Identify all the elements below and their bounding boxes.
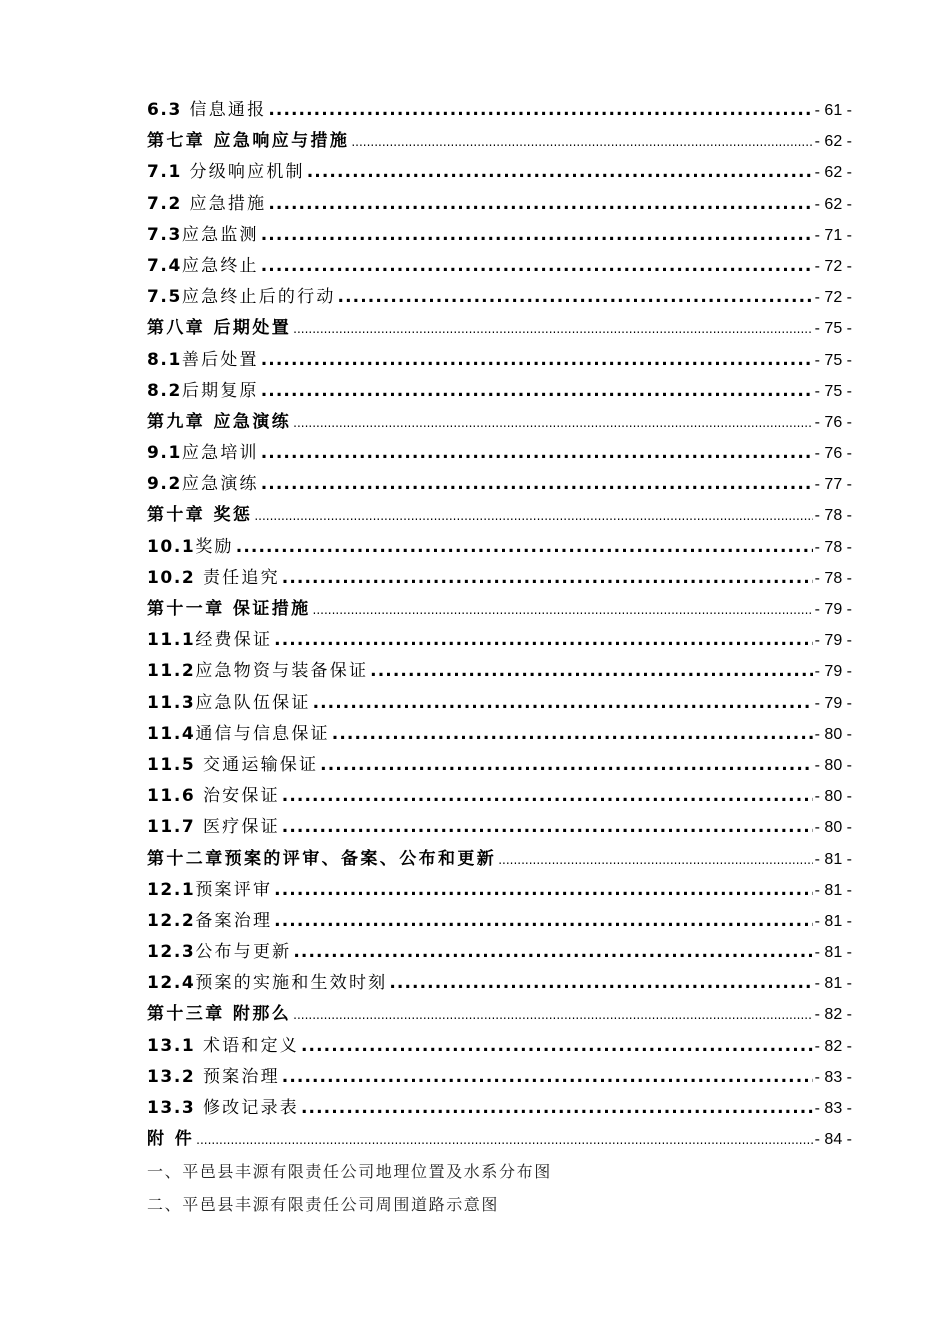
toc-section-entry[interactable] [147, 532, 852, 563]
toc-entry-text: 第十一章 保证措施 [147, 599, 311, 619]
dot-leader [268, 95, 812, 126]
toc-chapter-entry[interactable] [147, 1124, 852, 1155]
toc-entry-number: 8.1 [147, 349, 182, 370]
toc-page-number: - 62 - [814, 133, 852, 151]
toc-entry-text: 医疗保证 [195, 817, 280, 838]
toc-page-number: - 75 - [814, 320, 852, 338]
toc-section-entry[interactable] [147, 438, 852, 469]
dot-leader [351, 127, 812, 158]
toc-entry-title [147, 625, 272, 656]
dot-leader [261, 345, 813, 376]
dot-leader [274, 906, 812, 937]
dot-leader [282, 563, 813, 594]
toc-section-entry[interactable] [147, 563, 852, 594]
dot-leader [282, 781, 813, 812]
toc-entry-text: 术语和定义 [195, 1035, 299, 1056]
toc-entry-text: 应急终止后的行动 [181, 287, 336, 308]
dot-leader [293, 1000, 813, 1031]
toc-page-number: - 78 - [814, 538, 852, 556]
toc-section-entry[interactable] [147, 812, 852, 843]
toc-entry-title [147, 1093, 299, 1124]
toc-entry-title [147, 594, 311, 625]
toc-entry-text: 应急措施 [181, 193, 267, 214]
toc-page-number: - 76 - [814, 413, 852, 431]
toc-page-number: - 72 - [814, 257, 852, 275]
toc-entry-title [147, 189, 266, 220]
dot-leader [261, 376, 813, 407]
dot-leader [313, 688, 813, 719]
toc-page-number: - 81 - [814, 881, 852, 899]
dot-leader [261, 251, 813, 282]
toc-entry-text: 第十二章预案的评审、备案、公布和更新 [147, 848, 497, 869]
appendix-item: 二、平邑县丰源有限责任公司周围道路示意图 [147, 1195, 500, 1215]
toc-section-entry[interactable] [147, 189, 852, 220]
toc-entry-title [147, 968, 387, 999]
toc-page-number: - 79 - [814, 601, 852, 618]
toc-entry-number: 11.6 [147, 786, 196, 807]
toc-entry-number: 10.2 [147, 567, 196, 588]
toc-chapter-entry[interactable] [147, 500, 852, 531]
toc-entry-text: 备案治理 [195, 910, 273, 931]
toc-entry-text: 第八章 后期处置 [147, 318, 292, 339]
toc-page-number: - 83 - [814, 1100, 852, 1117]
toc-page-number: - 78 - [814, 569, 852, 587]
toc-entry-text: 治安保证 [195, 786, 280, 807]
toc-entry-text: 附 件 [147, 1129, 195, 1150]
toc-entry-title [147, 1031, 299, 1062]
toc-page-number: - 78 - [814, 507, 852, 525]
toc-entry-text: 第十章 奖惩 [147, 505, 253, 526]
toc-entry-title [147, 220, 259, 251]
toc-page-number: - 82 - [814, 1037, 852, 1055]
dot-leader [261, 469, 813, 500]
toc-page-number: - 79 - [814, 694, 852, 712]
toc-entry-title [147, 500, 252, 531]
toc-entry-title [147, 812, 280, 843]
toc-entry-title [147, 282, 336, 313]
toc-entry-title [147, 532, 234, 563]
toc-entry-title [147, 407, 291, 438]
toc-section-entry[interactable] [147, 688, 852, 719]
toc-entry-number: 9.2 [147, 474, 182, 495]
toc-entry-number: 11.7 [147, 817, 196, 838]
toc-page-number: - 81 - [814, 975, 852, 993]
toc-chapter-entry[interactable] [147, 999, 852, 1030]
toc-entry-text: 预案治理 [195, 1066, 280, 1087]
toc-entry-title [147, 469, 259, 500]
toc-entry-text: 应急演练 [181, 474, 259, 495]
toc-page-number: - 72 - [814, 289, 852, 307]
toc-section-entry[interactable] [147, 719, 852, 750]
toc-page-number: - 62 - [814, 195, 852, 213]
dot-leader [498, 845, 812, 876]
toc-section-entry[interactable] [147, 345, 852, 376]
dot-leader [261, 220, 813, 251]
toc-entry-text: 应急队伍保证 [195, 692, 311, 713]
toc-entry-text: 预案的实施和生效时刻 [195, 973, 388, 994]
toc-entry-title [147, 906, 272, 937]
dot-leader [293, 937, 812, 968]
dot-leader [370, 656, 812, 687]
toc-entry-text: 分级响应机制 [181, 162, 305, 183]
toc-page-number: - 76 - [814, 445, 852, 463]
toc-page-number: - 75 - [814, 382, 852, 400]
toc-entry-title [147, 95, 266, 126]
toc-entry-title [147, 750, 318, 781]
toc-entry-title [147, 875, 272, 906]
toc-entry-text: 应急终止 [181, 255, 259, 276]
toc-entry-text: 公布与更新 [195, 942, 292, 963]
toc-page-number: - 80 - [814, 788, 852, 806]
toc-entry-title [147, 999, 291, 1030]
toc-entry-title [147, 251, 259, 282]
toc-section-entry[interactable] [147, 220, 852, 251]
toc-entry-text: 善后处置 [181, 349, 259, 370]
toc-page-number: - 83 - [814, 1068, 852, 1086]
toc-entry-title [147, 1062, 280, 1093]
toc-entry-title [147, 376, 259, 407]
toc-entry-number: 10.1 [147, 536, 196, 557]
toc-entry-text: 应急物资与装备保证 [195, 661, 369, 682]
dot-leader [332, 719, 813, 750]
toc-page-number: - 81 - [814, 912, 852, 930]
toc-section-entry[interactable] [147, 1093, 852, 1124]
toc-entry-title [147, 563, 280, 594]
toc-section-entry[interactable] [147, 1062, 852, 1093]
toc-entry-title [147, 656, 368, 687]
toc-section-entry[interactable] [147, 656, 852, 687]
toc-entry-number: 13.1 [147, 1035, 196, 1056]
table-of-contents [147, 95, 852, 1221]
toc-page-number: - 79 - [814, 663, 852, 681]
toc-page-number: - 80 - [814, 725, 852, 743]
toc-section-entry[interactable] [147, 937, 852, 968]
dot-leader [196, 1125, 813, 1156]
toc-entry-text: 信息通报 [181, 100, 267, 120]
toc-section-entry[interactable] [147, 282, 852, 313]
toc-section-entry[interactable] [147, 95, 852, 126]
dot-leader [320, 750, 812, 781]
toc-entry-text: 经费保证 [195, 630, 273, 651]
toc-entry-text: 第九章 应急演练 [147, 411, 292, 432]
toc-entry-number: 12.3 [147, 942, 196, 963]
toc-entry-number: 11.3 [147, 692, 196, 713]
toc-entry-number: 8.2 [147, 380, 182, 401]
toc-section-entry[interactable] [147, 469, 852, 500]
dot-leader [282, 812, 813, 843]
toc-entry-title [147, 688, 311, 719]
toc-entry-number: 11.5 [147, 754, 196, 775]
toc-entry-number: 7.1 [147, 162, 182, 183]
toc-entry-title [147, 844, 496, 875]
toc-entry-text: 责任追究 [195, 567, 280, 588]
toc-entry-number: 7.5 [147, 287, 182, 308]
toc-section-entry[interactable] [147, 875, 852, 906]
toc-page-number: - 62 - [814, 164, 852, 182]
dot-leader [389, 968, 812, 999]
toc-page-number: - 75 - [814, 351, 852, 369]
toc-chapter-entry[interactable] [147, 844, 852, 875]
dot-leader [338, 282, 813, 313]
toc-page-number: - 82 - [814, 1006, 852, 1024]
toc-entry-title [147, 438, 259, 469]
dot-leader [274, 625, 812, 656]
toc-entry-text: 预案评审 [195, 879, 273, 900]
toc-entry-text: 第十三章 附那么 [147, 1004, 292, 1025]
toc-page-number: - 79 - [814, 632, 852, 650]
dot-leader [307, 157, 813, 188]
toc-entry-number: 12.4 [147, 973, 196, 994]
toc-page-number: - 80 - [814, 756, 852, 774]
toc-chapter-entry[interactable] [147, 407, 852, 438]
toc-entry-title [147, 719, 330, 750]
toc-entry-title [147, 157, 305, 188]
toc-page-number: - 80 - [814, 819, 852, 837]
toc-section-entry[interactable] [147, 968, 852, 999]
toc-entry-number: 7.4 [147, 255, 182, 276]
dot-leader [268, 189, 812, 220]
toc-entry-text: 应急监测 [181, 224, 259, 245]
dot-leader [261, 438, 813, 469]
dot-leader [236, 532, 813, 563]
toc-page-number: - 81 - [814, 850, 852, 868]
toc-section-entry[interactable] [147, 251, 852, 282]
toc-entry-title [147, 781, 280, 812]
toc-page-number: - 77 - [814, 476, 852, 494]
toc-entry-number: 12.1 [147, 879, 196, 900]
toc-entry-text: 应急培训 [181, 443, 259, 464]
toc-section-entry[interactable] [147, 157, 852, 188]
toc-entry-number: 13.3 [147, 1098, 196, 1118]
dot-leader [301, 1093, 813, 1124]
toc-section-entry[interactable] [147, 376, 852, 407]
toc-page-number: - 61 - [814, 102, 852, 119]
toc-entry-text: 交通运输保证 [195, 754, 319, 775]
toc-section-entry[interactable] [147, 906, 852, 937]
toc-entry-title [147, 937, 291, 968]
toc-entry-number: 11.2 [147, 661, 196, 682]
toc-chapter-entry[interactable] [147, 594, 852, 625]
toc-entry-text: 奖励 [195, 536, 234, 557]
toc-entry-number: 6.3 [147, 100, 182, 120]
toc-chapter-entry[interactable] [147, 313, 852, 344]
toc-entry-number: 7.3 [147, 224, 182, 245]
toc-page-number: - 81 - [814, 944, 852, 962]
dot-leader [274, 875, 812, 906]
dot-leader [254, 501, 812, 532]
toc-entry-number: 9.1 [147, 443, 182, 464]
toc-page-number: - 71 - [814, 226, 852, 244]
toc-entry-title [147, 1124, 194, 1155]
toc-entry-text: 后期复原 [181, 380, 259, 401]
dot-leader [293, 408, 813, 439]
toc-entry-text: 第七章 应急响应与措施 [147, 131, 350, 152]
dot-leader [293, 314, 813, 345]
toc-chapter-entry[interactable] [147, 126, 852, 157]
toc-entry-text: 通信与信息保证 [195, 723, 330, 744]
dot-leader [282, 1062, 813, 1093]
dot-leader [301, 1031, 813, 1062]
toc-entry-title [147, 345, 259, 376]
toc-section-entry[interactable] [147, 781, 852, 812]
toc-page-number: - 84 - [814, 1131, 852, 1149]
toc-entry-number: 11.1 [147, 630, 196, 651]
toc-section-entry[interactable] [147, 625, 852, 656]
toc-entry-number: 12.2 [147, 910, 196, 931]
toc-entry-title [147, 126, 349, 157]
toc-entry-number: 7.2 [147, 193, 182, 214]
toc-entry-number: 11.4 [147, 723, 196, 744]
toc-entry-number: 13.2 [147, 1066, 196, 1087]
toc-entry-text: 修改记录表 [195, 1098, 299, 1118]
toc-entry-title [147, 313, 291, 344]
toc-section-entry[interactable] [147, 750, 852, 781]
toc-section-entry[interactable] [147, 1031, 852, 1062]
appendix-item: 一、平邑县丰源有限责任公司地理位置及水系分布图 [147, 1162, 552, 1182]
dot-leader [313, 595, 813, 626]
